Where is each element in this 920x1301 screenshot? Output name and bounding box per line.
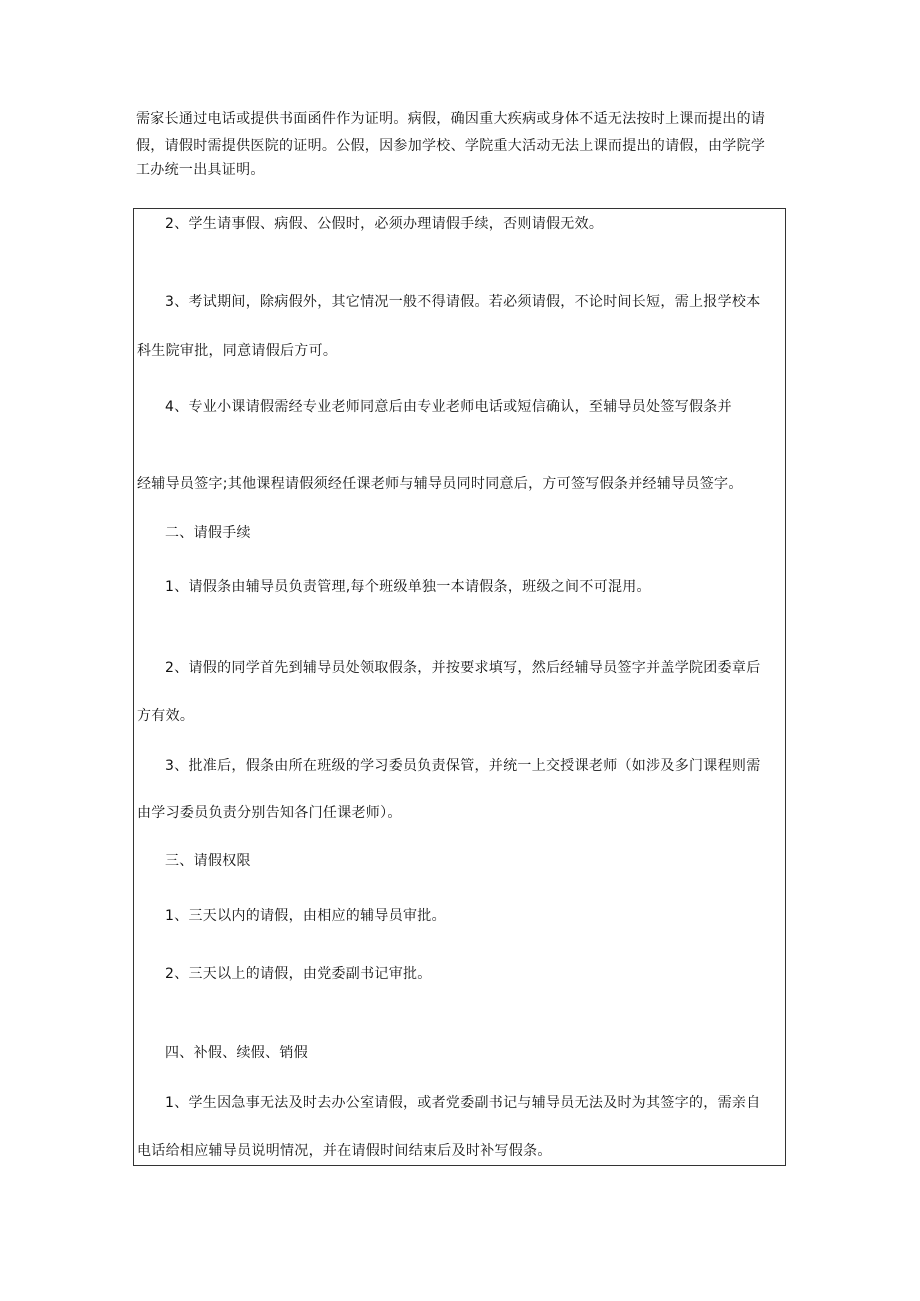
procedure-item-3: 3、批准后，假条由所在班级的学习委员负责保管，并统一上交授课老师（如涉及多门课程则需	[165, 758, 761, 774]
intro-line: 需家长通过电话或提供书面函件作为证明。病假，确因重大疾病或身体不适无法按时上课而提出的请	[136, 111, 766, 127]
rule-item-4-cont: 经辅导员签字;其他课程请假须经任课老师与辅导员同时同意后，方可签写假条并经辅导员签字。	[137, 476, 743, 492]
rule-item-4: 4、专业小课请假需经专业老师同意后由专业老师电话或短信确认，至辅导员处签写假条并	[165, 399, 732, 415]
makeup-item-1-cont: 电话给相应辅导员说明情况，并在请假时间结束后及时补写假条。	[137, 1143, 552, 1159]
section-heading-makeup: 四、补假、续假、销假	[165, 1045, 308, 1061]
rule-item-3: 3、考试期间，除病假外，其它情况一般不得请假。若必须请假，不论时间长短，需上报学校本	[165, 294, 761, 310]
rule-item-3-cont: 科生院审批，同意请假后方可。	[137, 343, 338, 359]
intro-line: 假，请假时需提供医院的证明。公假，因参加学校、学院重大活动无法上课而提出的请假，由学院学	[136, 138, 766, 154]
section-heading-procedures: 二、请假手续	[165, 525, 251, 541]
authority-item-2: 2、三天以上的请假，由党委副书记审批。	[165, 966, 432, 982]
makeup-item-1: 1、学生因急事无法及时去办公室请假，或者党委副书记与辅导员无法及时为其签字的，需亲自	[165, 1095, 761, 1111]
rule-item-2: 2、学生请事假、病假、公假时，必须办理请假手续，否则请假无效。	[165, 216, 604, 232]
authority-item-1: 1、三天以内的请假，由相应的辅导员审批。	[165, 908, 446, 924]
procedure-item-2-cont: 方有效。	[137, 708, 195, 724]
procedure-item-2: 2、请假的同学首先到辅导员处领取假条，并按要求填写，然后经辅导员签字并盖学院团委章后	[165, 660, 761, 676]
section-heading-authority: 三、请假权限	[165, 853, 251, 869]
procedure-item-3-cont: 由学习委员负责分别告知各门任课老师）。	[137, 805, 402, 821]
procedure-item-1: 1、请假条由辅导员负责管理,每个班级单独一本请假条，班级之间不可混用。	[165, 579, 651, 595]
intro-line: 工办统一出具证明。	[136, 162, 265, 178]
